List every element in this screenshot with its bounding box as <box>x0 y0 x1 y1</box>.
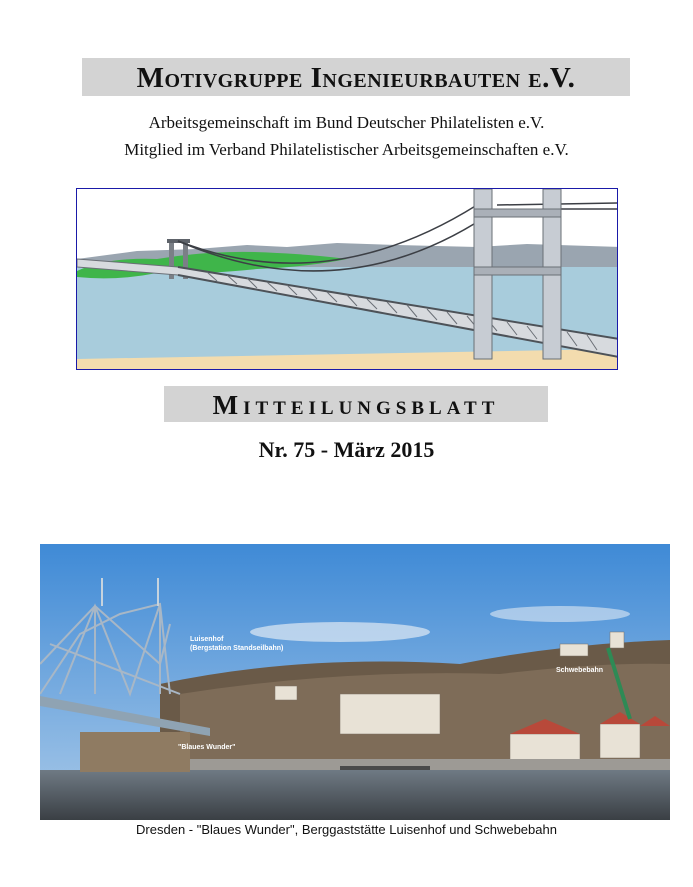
photo-caption: Dresden - "Blaues Wunder", Berggaststätte Luisenhof und Schwebebahn <box>136 822 557 837</box>
label-blaues-wunder: "Blaues Wunder" <box>178 744 236 751</box>
label-luisenhof: Luisenhof <box>190 636 224 643</box>
bridge-illustration <box>76 188 618 370</box>
organization-title: Motivgruppe Ingenieurbauten e.V. <box>136 62 576 94</box>
issue-number: Nr. 75 - März 2015 <box>258 437 435 462</box>
subtitle-membership: Mitglied im Verband Philatelistischer Arbeitsgemeinschaften e.V. <box>124 140 569 159</box>
label-bergstation: (Bergstation Standseilbahn) <box>190 645 284 652</box>
masthead-title: Mitteilungsblatt <box>212 390 500 420</box>
subtitle-association: Arbeitsgemeinschaft im Bund Deutscher Philatelisten e.V. <box>148 113 545 132</box>
label-schwebebahn: Schwebebahn <box>556 667 604 674</box>
cover-photo <box>40 544 670 820</box>
